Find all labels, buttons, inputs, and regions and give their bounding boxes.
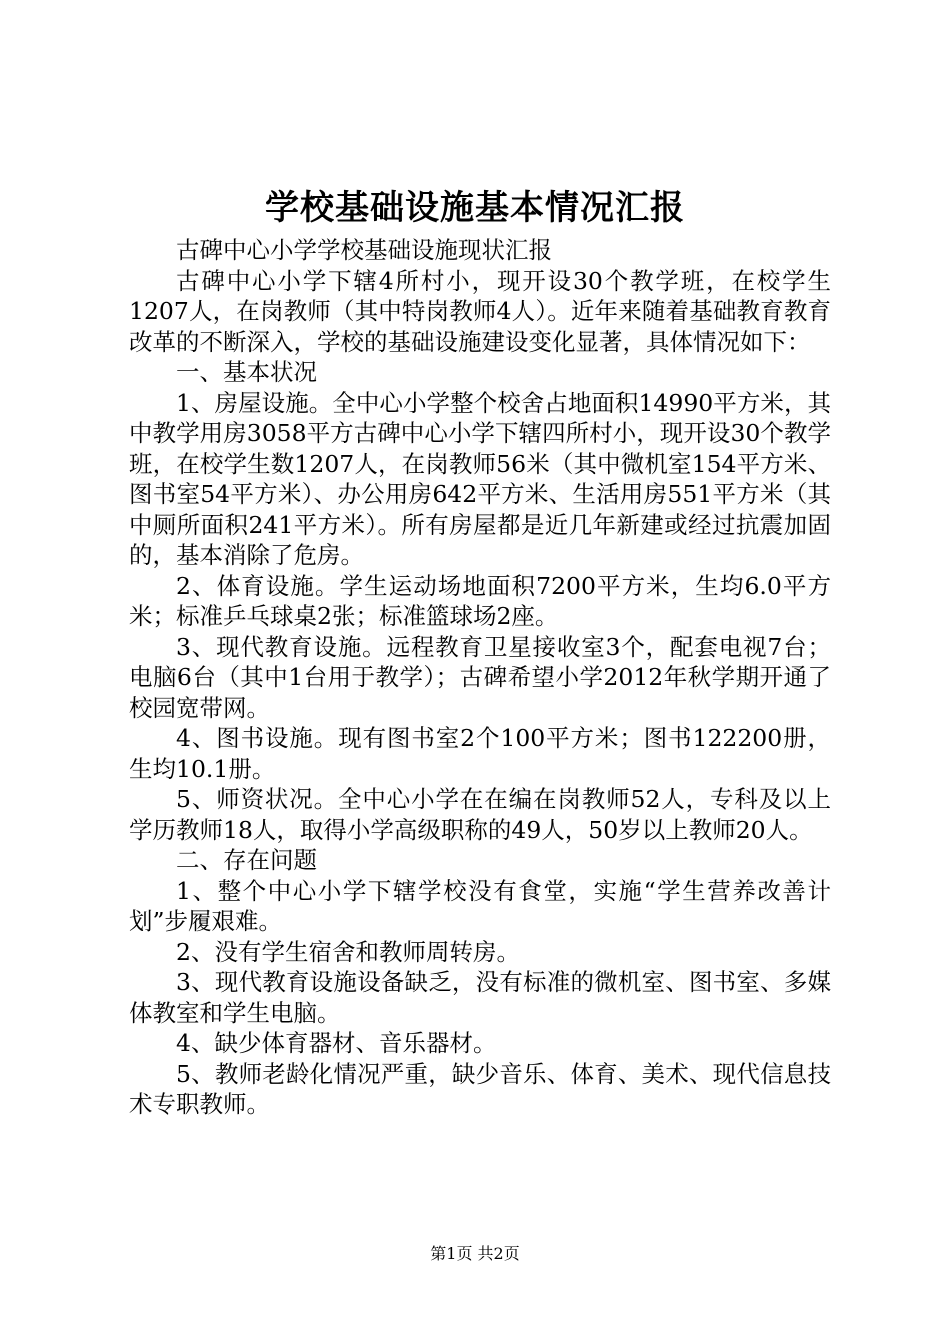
paragraph-sports: 2、体育设施。学生运动场地面积7200平方米，生均6.0平方米；标准乒乓球桌2张；标准篮球场2座。	[129, 571, 831, 630]
paragraph-modern-education: 3、现代教育设施。远程教育卫星接收室3个，配套电视7台；电脑6台（其中1台用于教学）；古碑希望小学2012年秋学期开通了校园宽带网。	[129, 632, 831, 722]
paragraph-problem-dormitory: 2、没有学生宿舍和教师周转房。	[176, 937, 520, 966]
page-number: 第1页 共2页	[430, 1244, 520, 1263]
paragraph-subtitle: 古碑中心小学学校基础设施现状汇报	[176, 236, 552, 264]
paragraph-intro: 古碑中心小学下辖4所村小，现开设30个教学班，在校学生1207人，在岗教师（其中特岗教师4人）。近年来随着基础教育教育改革的不断深入，学校的基础设施建设变化显著，具体情况如下：	[129, 266, 831, 356]
paragraph-library: 4、图书设施。现有图书室2个100平方米；图书122200册，生均10.1册。	[129, 724, 831, 783]
document-body	[129, 235, 831, 1120]
document-title: 学校基础设施基本情况汇报	[265, 188, 685, 228]
paragraph-housing: 1、房屋设施。全中心小学整个校舍占地面积14990平方米，其中教学用房3058平方古碑中心小学下辖四所村小，现开设30个教学班，在校学生数1207人，在岗教师56米（其中微机室154平方米、图书室54平方米）、办公用房642平方米、生活用房551平方米（其中厕所面积241平方米）。所有房屋都是近几年新建或经过抗震加固的，基本消除了危房。	[129, 388, 831, 569]
paragraph-problem-aging-teachers: 5、教师老龄化情况严重，缺少音乐、体育、美术、现代信息技术专职教师。	[129, 1059, 831, 1118]
section-heading-basic-status: 一、基本状况	[176, 358, 317, 386]
paragraph-problem-equipment: 3、现代教育设施设备缺乏，没有标准的微机室、图书室、多媒体教室和学生电脑。	[129, 968, 831, 1027]
paragraph-problem-sports-music: 4、缺少体育器材、音乐器材。	[176, 1029, 497, 1057]
paragraph-teachers: 5、师资状况。全中心小学在在编在岗教师52人，专科及以上学历教师18人，取得小学高级职称的49人，50岁以上教师20人。	[129, 785, 831, 844]
section-heading-problems: 二、存在问题	[176, 846, 317, 874]
paragraph-problem-canteen: 1、整个中心小学下辖学校没有食堂，实施“学生营养改善计划”步履艰难。	[129, 876, 831, 935]
